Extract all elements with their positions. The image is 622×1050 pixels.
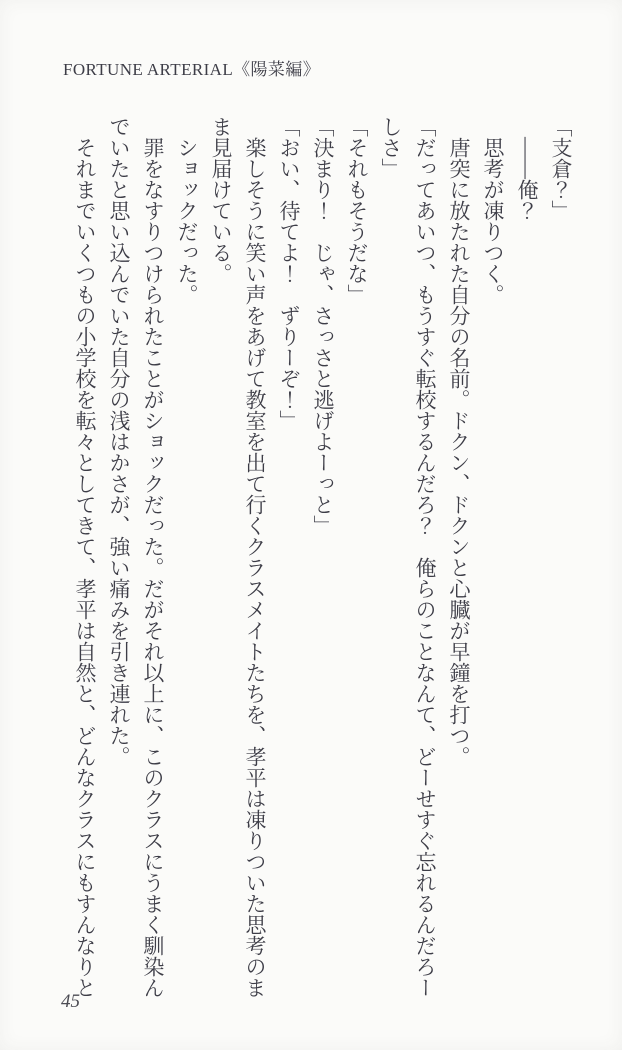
- text-paragraph: 唐突に放たれた自分の名前。ドクン、ドクンと心臓が早鐘を打つ。: [447, 137, 471, 767]
- main-text-block: [68, 116, 578, 1000]
- text-paragraph: 罪をなすりつけられたことがショックだった。だがそれ以上に、このクラスにうまく馴染んでいたと思い込んでいた自分の浅はかさが、強い痛みを引き連れた。: [107, 116, 165, 998]
- text-paragraph: ショックだった。: [175, 137, 199, 305]
- text-paragraph: 「決まり！ じゃ、さっさと逃げよーっと」: [311, 116, 335, 536]
- text-paragraph: 「だってあいつ、もうすぐ転校するんだろ？ 俺らのことなんて、どーせすぐ忘れるんだろーしさ」: [379, 116, 437, 998]
- running-header-title: FORTUNE ARTERIAL《陽菜編》: [63, 60, 321, 79]
- text-paragraph: 「それもそうだな」: [345, 116, 369, 305]
- text-paragraph: 「おい、待てよ！ ずりーぞ！」: [277, 116, 301, 431]
- text-paragraph: ――俺？: [515, 137, 539, 221]
- text-paragraph: それまでいくつもの小学校を転々としてきて、孝平は自然と、どんなクラスにもすんなりと: [73, 137, 97, 998]
- text-paragraph: 「支倉？」: [549, 116, 573, 221]
- page-number: 45: [61, 991, 80, 1012]
- text-paragraph: 思考が凍りつく。: [481, 137, 505, 305]
- text-paragraph: 楽しそうに笑い声をあげて教室を出て行くクラスメイトたちを、孝平は凍りついた思考のまま見届けている。: [209, 116, 267, 998]
